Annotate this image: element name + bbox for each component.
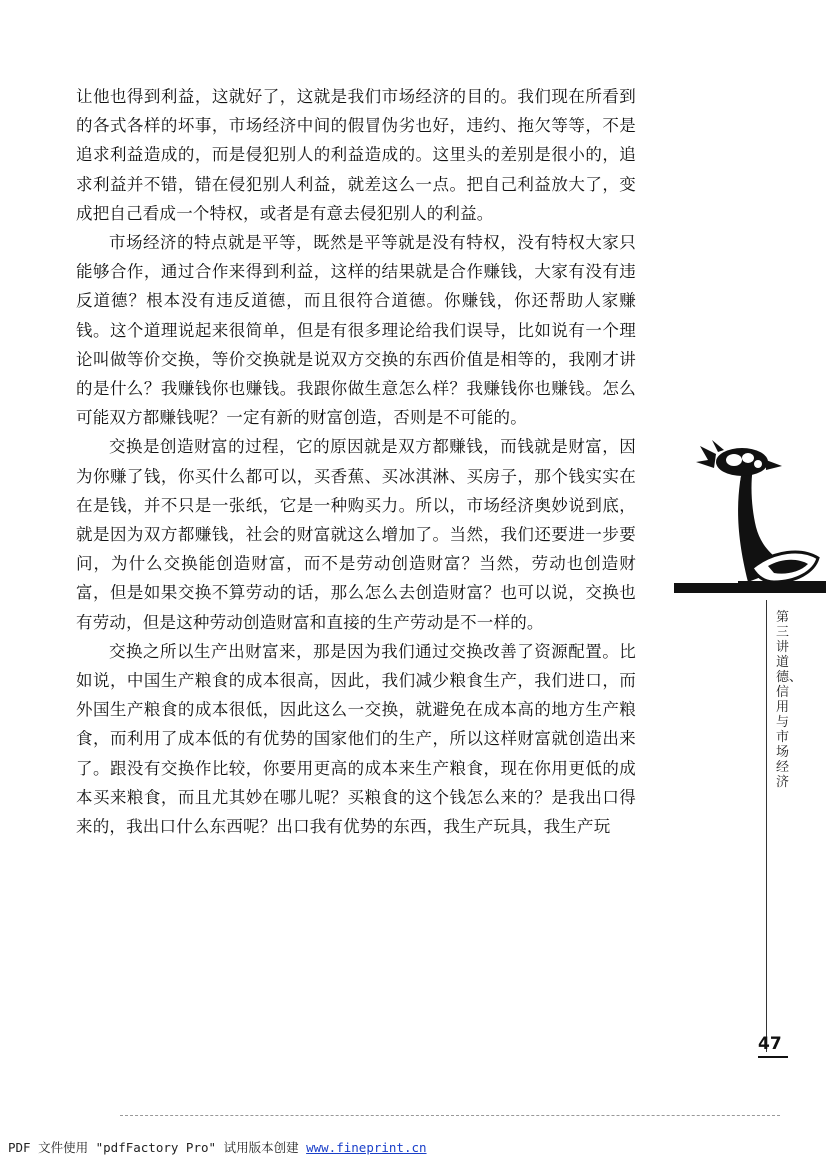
page-number: 47 <box>758 1034 782 1054</box>
body-text <box>76 82 636 841</box>
paragraph-4: 交换之所以生产出财富来，那是因为我们通过交换改善了资源配置。比如说，中国生产粮食的成本很高，因此，我们减少粮食生产，我们进口，而外国生产粮食的成本很低，因此这么一交换，就避免在成本高的地方生产粮食，而利用了成本低的有优势的国家他们的生产，所以这样财富就创造出来了。跟没有交换作比较，你要用更高的成本来生产粮食，现在你用更低的成本买来粮食，而且尤其妙在哪儿呢？买粮食的这个钱怎么来的？是我出口得来的，我出口什么东西呢？出口我有优势的东西，我生产玩具，我生产玩 <box>76 641 636 837</box>
paragraph-3: 交换是创造财富的过程，它的原因就是双方都赚钱，而钱就是财富，因为你赚了钱，你买什么都可以，买香蕉、买冰淇淋、买房子，那个钱实实在在是钱，并不只是一张纸，它是一种购买力。所以，市场经济奥妙说到底，就是因为双方都赚钱，社会的财富就这么增加了。当然，我们还要进一步要问，为什么交换能创造财富，而不是劳动创造财富？当然，劳动也创造财富，但是如果交换不算劳动的话，那么怎么去创造财富？也可以说，交换也有劳动，但是这种劳动创造财富和直接的生产劳动是不一样的。 <box>76 437 636 632</box>
paragraph-2: 市场经济的特点就是平等，既然是平等就是没有特权，没有特权大家只能够合作，通过合作来得到利益，这样的结果就是合作赚钱，大家有没有违反道德？根本没有违反道德，而且很符合道德。你赚钱，你还帮助人家赚钱。这个道理说起来很简单，但是有很多理论给我们误导，比如说有一个理论叫做等价交换，等价交换就是说双方交换的东西价值是相等的，我刚才讲的是什么？我赚钱你也赚钱。我跟你做生意怎么样？我赚钱你也赚钱。怎么可能双方都赚钱呢？一定有新的财富创造，否则是不可能的。 <box>76 233 636 428</box>
pdf-footer <box>8 1138 427 1156</box>
bottom-scan-rule <box>120 1115 780 1116</box>
page-number-underline <box>758 1056 788 1058</box>
footer-link[interactable]: www.fineprint.cn <box>306 1140 427 1155</box>
section-divider-bar <box>674 583 826 593</box>
chapter-title-vertical: 第三讲 道德、信用与市场经济 <box>776 610 803 790</box>
paragraph-1: 让他也得到利益，这就好了，这就是我们市场经济的目的。我们现在所看到的各式各样的坏事，市场经济中间的假冒伪劣也好，违约、拖欠等等，不是追求利益造成的，而是侵犯别人的利益造成的。这里头的差别是很小的，追求利益并不错，错在侵犯别人利益，就差这么一点。把自己利益放大了，变成把自己看成一个特权，或者是有意去侵犯别人的利益。 <box>76 87 636 223</box>
sidebar-divider-line <box>766 600 767 1052</box>
footer-text: PDF 文件使用 "pdfFactory Pro" 试用版本创建 <box>8 1140 299 1155</box>
decorative-bird-ornament-icon <box>678 432 826 597</box>
